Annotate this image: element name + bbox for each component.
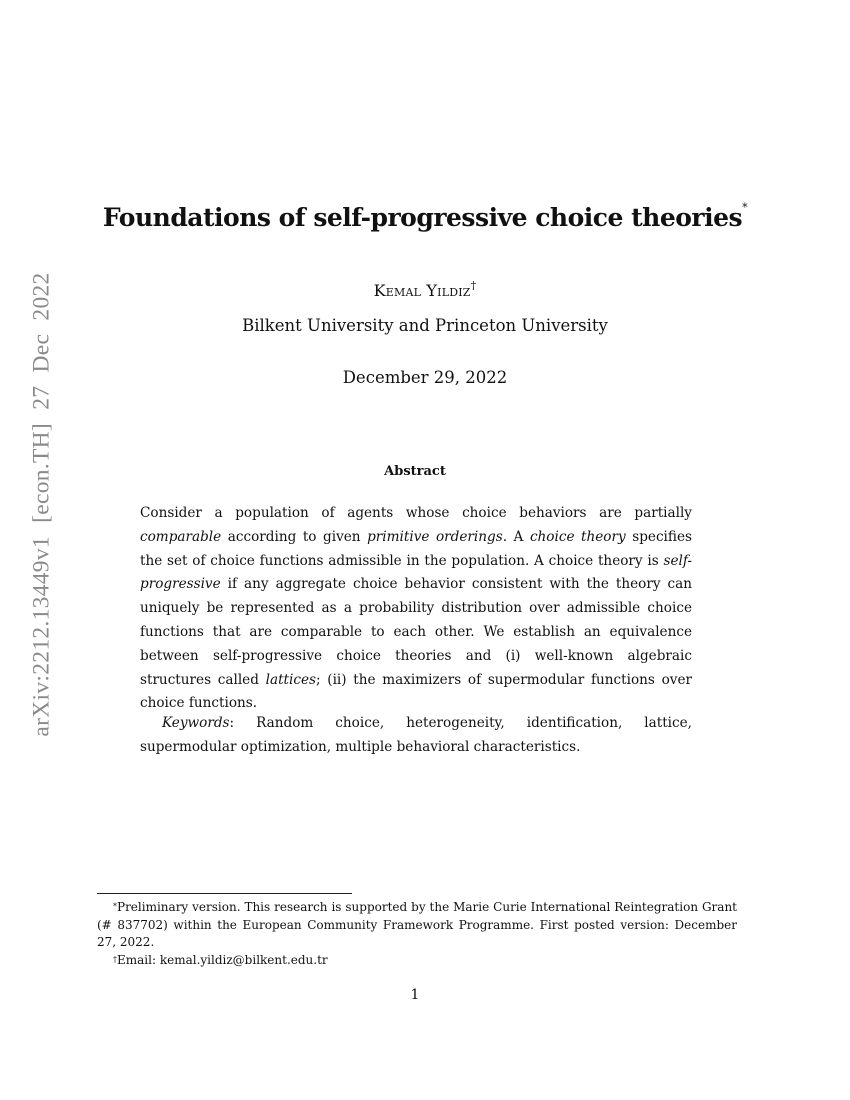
abstract-body [140,502,692,716]
abstract-text: Consider a population of agents whose choice behaviors are partially [140,505,692,521]
abstract-text: according to given [221,528,368,545]
abstract-emphasis: choice theory [529,528,626,545]
author-footnote-mark: † [470,279,477,292]
abstract-text: . A [502,528,530,545]
abstract-text: ; (ii) the maximizers of supermodular functions over choice functions. [140,671,692,712]
page-number: 1 [410,987,420,1003]
footnotes [97,899,737,969]
footnote-text: Email: kemal.yildiz@bilkent.edu.tr [117,952,328,967]
footnote-item [97,899,737,952]
keywords-label: Keywords [162,715,230,731]
footnote-rule [97,893,352,894]
abstract-emphasis: self-progressive [140,552,692,593]
footnote-mark: * [113,902,117,911]
paper-title [0,203,850,232]
abstract-heading: Abstract [384,464,446,479]
footnote-item [97,952,737,970]
footnote-text: Preliminary version. This research is supported by the Marie Curie International Reintegration Grant (# 837702) within the European Community Framework Programme. First posted version: December 27, 2022. [97,900,737,949]
keywords-text: : Random choice, heterogeneity, identification, lattice, supermodular optimization, multiple behavioral characteristics. [140,715,692,755]
abstract-text: if any aggregate choice behavior consistent with the theory can uniquely be represented as a probability distribution over admissible choice functions that are comparable to each other. We establish an equivalence between self-progressive choice theories and (i) well-known algebraic structures called [140,576,692,688]
publication-date: December 29, 2022 [342,368,508,387]
abstract-text: specifies the set of choice functions admissible in the population. A choice theory is [140,528,692,569]
abstract-emphasis: lattices [265,671,316,688]
keywords [140,712,692,760]
abstract-emphasis: primitive orderings [367,528,503,545]
title-footnote-mark: * [742,201,748,214]
arxiv-stamp-text: arXiv:2212.13449v1 [econ.TH] 27 Dec 2022 [28,272,55,737]
paper-title-text: Foundations of self-progressive choice theories [102,203,743,232]
author-line [0,281,850,300]
abstract-emphasis: comparable [140,528,222,545]
footnote-mark: † [113,954,117,964]
affiliation: Bilkent University and Princeton University [242,316,608,335]
author-name: Kemal Yildiz [373,281,471,300]
